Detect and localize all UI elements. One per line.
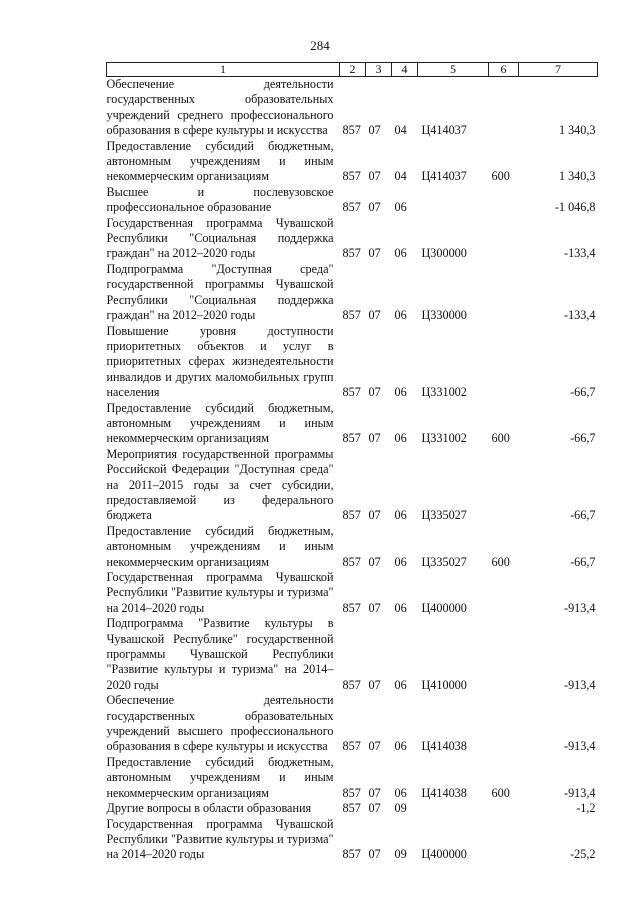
row-subsection: 06 (394, 431, 407, 446)
row-subsection: 06 (394, 739, 407, 754)
row-grbs: 857 (342, 677, 361, 692)
table-row (107, 216, 598, 262)
row-target-article: Ц414038 (421, 785, 467, 800)
row-expense-type (489, 817, 519, 863)
row-grbs: 857 (342, 600, 361, 615)
table-row (107, 77, 598, 139)
row-expense-type (489, 216, 519, 262)
row-section: 07 (368, 123, 381, 138)
row-target-article: Ц414038 (421, 739, 467, 754)
row-target-article (418, 801, 489, 816)
row-section: 07 (368, 677, 381, 692)
row-name: Обеспечение деятельности государственных образовательных учреждений высшего профессионального образования в сфере культуры и искусства (106, 693, 334, 754)
row-grbs: 857 (342, 308, 361, 323)
row-expense-type (489, 693, 519, 755)
row-name: Подпрограмма "Доступная среда" государственной программы Чувашской Республики "Социальная поддержка граждан" на 2012–2020 годы (106, 261, 334, 323)
row-grbs: 857 (342, 385, 361, 400)
column-header-subsection: 4 (392, 63, 418, 77)
table-row (107, 570, 598, 616)
row-expense-type (489, 801, 519, 816)
row-section: 07 (368, 385, 381, 400)
row-section: 07 (368, 169, 381, 184)
row-target-article: Ц410000 (421, 677, 467, 692)
row-grbs: 857 (342, 200, 361, 215)
table-row (107, 185, 598, 216)
header-row (107, 63, 598, 77)
row-amount: -66,7 (570, 508, 596, 523)
row-grbs: 857 (342, 801, 361, 816)
row-amount: 1 340,3 (558, 123, 596, 138)
row-grbs: 857 (342, 123, 361, 138)
row-amount: -66,7 (570, 431, 596, 446)
row-section: 07 (368, 508, 381, 523)
row-section: 07 (368, 554, 381, 569)
table-row (107, 616, 598, 693)
row-grbs: 857 (342, 169, 361, 184)
row-expense-type (489, 447, 519, 524)
row-target-article: Ц414037 (421, 123, 467, 138)
column-header-section: 3 (366, 63, 392, 77)
row-subsection: 09 (394, 847, 407, 862)
row-target-article: Ц335027 (421, 508, 467, 523)
column-header-name: 1 (107, 63, 340, 77)
row-subsection: 06 (394, 308, 407, 323)
row-amount: -133,4 (564, 308, 596, 323)
row-section: 07 (368, 847, 381, 862)
row-amount: -66,7 (570, 385, 596, 400)
row-subsection: 06 (394, 677, 407, 692)
row-target-article: Ц400000 (421, 600, 467, 615)
row-target-article: Ц331002 (421, 385, 467, 400)
row-grbs: 857 (342, 847, 361, 862)
row-section: 07 (368, 246, 381, 261)
row-section: 07 (368, 308, 381, 323)
row-name: Предоставление субсидий бюджетным, автономным учреждениям и иным некоммерческим организациям (106, 400, 334, 446)
row-amount: -913,4 (564, 600, 596, 615)
row-name: Обеспечение деятельности государственных образовательных учреждений среднего профессионального образования в сфере культуры и искусства (106, 77, 334, 138)
table-row (107, 817, 598, 863)
row-name: Предоставление субсидий бюджетным, автономным учреждениям и иным некоммерческим организациям (106, 523, 334, 569)
row-subsection: 06 (394, 508, 407, 523)
row-grbs: 857 (342, 785, 361, 800)
row-target-article: Ц400000 (421, 847, 467, 862)
row-target-article (418, 185, 489, 216)
row-name: Предоставление субсидий бюджетным, автономным учреждениям и иным некоммерческим организациям (106, 754, 334, 800)
row-name: Мероприятия государственной программы Российской Федерации "Доступная среда" на 2011–2015 годы за счет субсидии, предоставляемой из федерального бюджета (106, 446, 334, 523)
table-row (107, 139, 598, 185)
table-header (107, 63, 598, 77)
row-name: Предоставление субсидий бюджетным, автономным учреждениям и иным некоммерческим организациям (106, 138, 334, 184)
row-amount: -66,7 (570, 554, 596, 569)
table-row (107, 401, 598, 447)
row-expense-type (489, 185, 519, 216)
row-amount: -133,4 (564, 246, 596, 261)
row-amount: -913,4 (564, 677, 596, 692)
row-amount: -1 046,8 (554, 200, 596, 215)
row-subsection: 06 (394, 385, 407, 400)
row-name: Высшее и послевузовское профессиональное образование (106, 184, 334, 215)
row-expense-type: 600 (491, 431, 510, 446)
row-expense-type: 600 (491, 785, 510, 800)
page-number: 284 (310, 38, 330, 53)
row-subsection: 06 (394, 554, 407, 569)
row-target-article: Ц300000 (421, 246, 467, 261)
column-header-grbs: 2 (340, 63, 366, 77)
row-target-article: Ц330000 (421, 308, 467, 323)
row-section: 07 (368, 785, 381, 800)
table-row (107, 801, 598, 816)
row-name: Другие вопросы в области образования (106, 801, 312, 816)
column-header-target-article: 5 (418, 63, 489, 77)
table-row (107, 262, 598, 324)
row-section: 07 (368, 200, 381, 215)
row-subsection: 06 (394, 600, 407, 615)
row-name: Подпрограмма "Развитие культуры в Чувашской Республике" государственной программы Чувашской Республики "Развитие культуры и туризма" на 2014–2020 годы (106, 616, 334, 692)
row-subsection: 06 (394, 785, 407, 800)
row-expense-type (489, 324, 519, 401)
row-grbs: 857 (342, 739, 361, 754)
row-expense-type (489, 616, 519, 693)
table-row (107, 524, 598, 570)
table-row (107, 447, 598, 524)
row-target-article: Ц414037 (421, 169, 467, 184)
table-body (107, 77, 598, 863)
row-amount: -913,4 (564, 785, 596, 800)
table-row (107, 693, 598, 755)
row-section: 07 (368, 600, 381, 615)
row-subsection: 09 (394, 801, 407, 816)
row-amount: 1 340,3 (558, 169, 596, 184)
row-subsection: 06 (394, 246, 407, 261)
row-expense-type (489, 77, 519, 139)
row-expense-type: 600 (491, 169, 510, 184)
row-target-article: Ц335027 (421, 554, 467, 569)
row-section: 07 (368, 739, 381, 754)
table-row (107, 324, 598, 401)
row-amount: -1,2 (576, 801, 596, 816)
row-subsection: 04 (394, 123, 407, 138)
column-header-expense-type: 6 (489, 63, 519, 77)
row-target-article: Ц331002 (421, 431, 467, 446)
row-grbs: 857 (342, 246, 361, 261)
column-header-amount: 7 (519, 63, 598, 77)
row-name: Государственная программа Чувашской Республики "Развитие культуры и туризма" на 2014–2020 годы (106, 816, 334, 862)
row-subsection: 04 (394, 169, 407, 184)
row-amount: -25,2 (570, 847, 596, 862)
row-grbs: 857 (342, 431, 361, 446)
row-expense-type: 600 (491, 554, 510, 569)
row-subsection: 06 (394, 200, 407, 215)
table-row (107, 755, 598, 801)
row-name: Повышение уровня доступности приоритетных объектов и услуг в приоритетных сферах жизнедеятельности инвалидов и других маломобильных групп населения (106, 323, 334, 400)
row-section: 07 (368, 431, 381, 446)
row-name: Государственная программа Чувашской Республики "Развитие культуры и туризма" на 2014–2020 годы (106, 570, 334, 615)
row-name: Государственная программа Чувашской Республики "Социальная поддержка граждан" на 2012–2020 годы (106, 215, 334, 261)
row-section: 07 (368, 801, 381, 816)
row-grbs: 857 (342, 554, 361, 569)
row-expense-type (489, 262, 519, 324)
budget-table (106, 62, 598, 863)
row-expense-type (489, 570, 519, 616)
row-grbs: 857 (342, 508, 361, 523)
row-amount: -913,4 (564, 739, 596, 754)
